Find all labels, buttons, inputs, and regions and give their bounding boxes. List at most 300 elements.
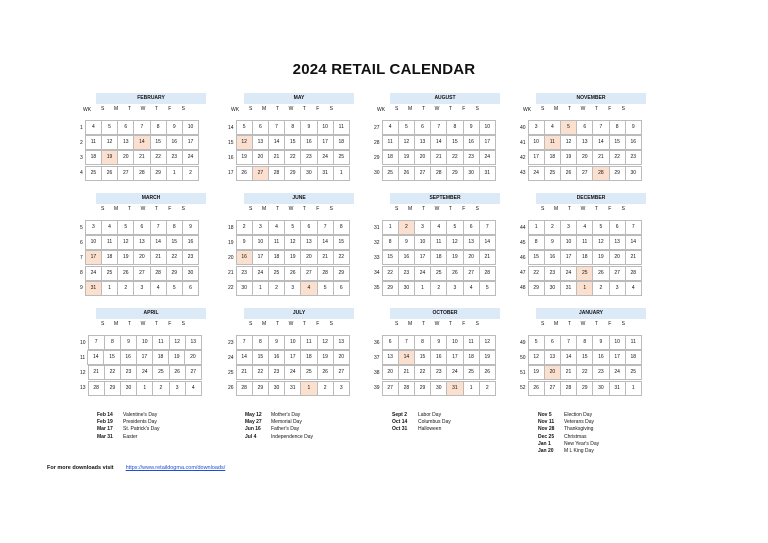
holiday-day-cell: 19 — [102, 150, 118, 165]
weekday-label: S — [621, 206, 625, 212]
holiday-date: Feb 14 — [97, 412, 113, 418]
weekday-label: S — [541, 106, 545, 112]
day-cell: 14 — [626, 235, 642, 250]
day-cell: 16 — [121, 350, 137, 365]
week-number: 27 — [374, 124, 380, 131]
holiday-item — [538, 441, 599, 448]
day-cell: 12 — [318, 335, 334, 350]
day-cell: 19 — [529, 365, 545, 380]
day-cell: 30 — [593, 381, 609, 396]
week-number: 50 — [520, 354, 526, 361]
holiday-day-cell: 12 — [237, 135, 253, 150]
holiday-date: Nov 5 — [538, 412, 552, 418]
day-cell: 3 — [334, 381, 350, 396]
week-row — [80, 365, 197, 380]
day-cell: 4 — [86, 120, 102, 135]
day-cell: 9 — [121, 335, 137, 350]
holiday-item — [97, 426, 160, 433]
day-cell: 29 — [167, 266, 183, 281]
month-header: JULY — [244, 308, 354, 319]
month-august — [374, 93, 491, 181]
weekday-label: S — [249, 106, 253, 112]
week-number: 1 — [80, 124, 83, 131]
day-cell: 24 — [480, 150, 496, 165]
weekday-label: M — [262, 106, 267, 112]
month-january — [520, 308, 637, 396]
holiday-item — [538, 412, 599, 419]
weekday-label: F — [462, 106, 466, 112]
day-cell: 18 — [577, 250, 593, 265]
week-number: 52 — [520, 385, 526, 392]
week-row — [80, 150, 194, 165]
day-cell: 26 — [399, 166, 415, 181]
day-cell: 25 — [86, 166, 102, 181]
day-cell: 8 — [447, 120, 463, 135]
day-cell: 11 — [153, 335, 169, 350]
holiday-item — [392, 426, 451, 433]
weekday-label: T — [302, 321, 306, 327]
day-cell: 5 — [318, 281, 334, 296]
day-cell: 29 — [285, 166, 301, 181]
day-cell: 9 — [301, 120, 317, 135]
holiday-name: Thanksgiving — [564, 426, 594, 433]
day-cell: 30 — [237, 281, 253, 296]
day-cell: 14 — [561, 350, 577, 365]
holiday-date: Mar 31 — [97, 433, 113, 440]
month-december — [520, 193, 637, 296]
day-cell: 5 — [237, 120, 253, 135]
day-cell: 26 — [593, 266, 609, 281]
week-number: 21 — [228, 270, 234, 277]
month-may — [228, 93, 345, 181]
day-cell: 18 — [86, 150, 102, 165]
weekday-header-row — [390, 104, 484, 114]
day-cell: 27 — [134, 266, 150, 281]
day-cell: 15 — [383, 250, 399, 265]
week-row — [520, 350, 637, 365]
day-cell: 19 — [118, 250, 134, 265]
day-cell: 20 — [185, 350, 201, 365]
day-cell: 29 — [105, 381, 121, 396]
day-cell: 15 — [577, 350, 593, 365]
day-cell: 20 — [334, 350, 350, 365]
day-cell: 28 — [134, 166, 150, 181]
day-cell: 12 — [399, 135, 415, 150]
day-cell: 18 — [334, 135, 350, 150]
week-row — [520, 235, 637, 250]
day-cell: 2 — [545, 220, 561, 235]
day-cell: 12 — [285, 235, 301, 250]
week-number: 16 — [228, 154, 234, 161]
weekday-label: S — [395, 106, 399, 112]
holiday-date: Jan 20 — [538, 448, 554, 455]
weekday-label: T — [568, 106, 572, 112]
day-cell: 4 — [186, 381, 202, 396]
weekday-label: S — [101, 106, 105, 112]
footer — [47, 465, 225, 471]
weekday-label: T — [302, 106, 306, 112]
weekday-label: F — [462, 206, 466, 212]
month-header: MARCH — [96, 193, 206, 204]
day-cell: 16 — [399, 250, 415, 265]
day-cell: 6 — [577, 120, 593, 135]
day-cell: 16 — [593, 350, 609, 365]
holiday-date: Oct 31 — [392, 426, 408, 433]
day-cell: 20 — [134, 250, 150, 265]
day-cell: 8 — [253, 335, 269, 350]
week-row — [374, 150, 491, 165]
day-cell: 28 — [561, 381, 577, 396]
day-cell: 11 — [431, 235, 447, 250]
holiday-day-cell: 31 — [447, 381, 463, 396]
week-row — [80, 266, 194, 281]
month-header: JUNE — [244, 193, 354, 204]
weekday-label: M — [554, 321, 559, 327]
holiday-item — [538, 448, 599, 455]
day-cell: 16 — [431, 350, 447, 365]
week-number: 14 — [228, 124, 234, 131]
day-cell: 12 — [480, 335, 496, 350]
week-row — [228, 135, 345, 150]
day-cell: 30 — [121, 381, 137, 396]
day-cell: 4 — [269, 220, 285, 235]
holiday-item — [538, 419, 599, 426]
holiday-date: Feb 19 — [97, 419, 113, 426]
day-cell: 12 — [561, 135, 577, 150]
day-cell: 7 — [431, 120, 447, 135]
holiday-name: Election Day — [564, 412, 593, 418]
day-cell: 3 — [529, 120, 545, 135]
weekday-label: T — [594, 206, 598, 212]
week-row — [374, 220, 489, 235]
week-number: 35 — [374, 285, 380, 292]
holiday-name: Halloween — [418, 426, 442, 433]
day-cell: 6 — [253, 120, 269, 135]
day-cell: 27 — [186, 365, 202, 380]
day-cell: 19 — [561, 150, 577, 165]
weekday-label: F — [608, 206, 612, 212]
day-cell: 27 — [545, 381, 561, 396]
day-cell: 13 — [134, 235, 150, 250]
day-cell: 11 — [269, 235, 285, 250]
day-cell: 4 — [383, 120, 399, 135]
day-cell: 15 — [151, 135, 167, 150]
day-cell: 22 — [383, 266, 399, 281]
week-number: 47 — [520, 270, 526, 277]
day-cell: 22 — [334, 250, 350, 265]
downloads-link[interactable]: https://www.retaildogma.com/downloads/ — [125, 465, 226, 471]
weekday-label: S — [475, 106, 479, 112]
holiday-name: St. Patrick's Day — [123, 426, 160, 433]
weekday-label: F — [462, 321, 466, 327]
week-row — [228, 335, 345, 350]
week-number: 42 — [520, 154, 526, 161]
month-header: NOVEMBER — [536, 93, 646, 104]
day-cell: 7 — [626, 220, 642, 235]
day-cell: 29 — [383, 281, 399, 296]
day-cell: 27 — [334, 365, 350, 380]
holiday-day-cell: 4 — [301, 281, 317, 296]
day-cell: 18 — [102, 250, 118, 265]
day-cell: 23 — [237, 266, 253, 281]
day-cell: 18 — [269, 250, 285, 265]
weekday-label: T — [594, 321, 598, 327]
week-number: 6 — [80, 239, 83, 246]
weekday-label: T — [276, 106, 280, 112]
week-row — [228, 220, 343, 235]
week-number: 23 — [228, 339, 234, 346]
week-number: 46 — [520, 254, 526, 261]
weekday-label: F — [316, 321, 320, 327]
week-number: 48 — [520, 285, 526, 292]
day-cell: 29 — [577, 381, 593, 396]
day-cell: 10 — [529, 135, 545, 150]
weekday-label: M — [262, 206, 267, 212]
day-cell: 21 — [89, 365, 105, 380]
holiday-name: Easter — [123, 433, 138, 440]
day-cell: 24 — [86, 266, 102, 281]
day-cell: 23 — [593, 365, 609, 380]
day-cell: 29 — [447, 166, 463, 181]
day-cell: 27 — [577, 166, 593, 181]
day-cell: 20 — [301, 250, 317, 265]
day-cell: 24 — [253, 266, 269, 281]
day-cell: 30 — [301, 166, 317, 181]
week-row — [374, 235, 491, 250]
day-cell: 17 — [610, 350, 626, 365]
day-cell: 29 — [151, 166, 167, 181]
month-october — [374, 308, 491, 396]
day-cell: 21 — [318, 250, 334, 265]
weekday-label: T — [128, 206, 132, 212]
day-cell: 13 — [577, 135, 593, 150]
day-cell: 4 — [102, 220, 118, 235]
weekday-header-row — [536, 104, 630, 114]
holiday-list — [245, 412, 313, 441]
day-cell: 2 — [593, 281, 609, 296]
holiday-day-cell: 5 — [561, 120, 577, 135]
weekday-label: W — [434, 206, 440, 212]
day-cell: 10 — [318, 120, 334, 135]
day-cell: 17 — [480, 135, 496, 150]
week-row — [374, 266, 491, 281]
day-cell: 9 — [167, 120, 183, 135]
weekday-label: F — [316, 106, 320, 112]
day-cell: 30 — [399, 281, 415, 296]
holiday-date: Mar 17 — [97, 426, 113, 433]
day-cell: 1 — [253, 281, 269, 296]
day-cell: 23 — [626, 150, 642, 165]
holiday-item — [392, 419, 451, 426]
day-cell: 9 — [237, 235, 253, 250]
week-number: 33 — [374, 254, 380, 261]
day-cell: 21 — [561, 365, 577, 380]
week-number: 44 — [520, 224, 526, 231]
week-row — [374, 335, 491, 350]
holiday-item — [245, 419, 313, 426]
day-cell: 10 — [183, 120, 199, 135]
week-number: 30 — [374, 170, 380, 177]
week-row — [520, 250, 637, 265]
day-cell: 27 — [301, 266, 317, 281]
weekday-label: T — [422, 206, 426, 212]
week-row — [374, 135, 491, 150]
day-cell: 6 — [610, 220, 626, 235]
day-cell: 18 — [545, 150, 561, 165]
day-cell: 9 — [269, 335, 285, 350]
month-header: OCTOBER — [390, 308, 500, 319]
weekday-label: T — [154, 206, 158, 212]
week-row — [520, 266, 637, 281]
day-cell: 26 — [318, 365, 334, 380]
day-cell: 14 — [151, 235, 167, 250]
holiday-name: Labor Day — [418, 412, 442, 418]
weekday-label: M — [554, 106, 559, 112]
week-number: 2 — [80, 139, 83, 146]
day-cell: 3 — [610, 281, 626, 296]
day-cell: 16 — [301, 135, 317, 150]
weekday-label: S — [395, 321, 399, 327]
day-cell: 26 — [480, 365, 496, 380]
week-number: 3 — [80, 154, 83, 161]
day-cell: 25 — [464, 365, 480, 380]
day-cell: 2 — [318, 381, 334, 396]
day-cell: 9 — [626, 120, 642, 135]
week-number: 28 — [374, 139, 380, 146]
weekday-label: F — [168, 106, 172, 112]
week-row — [80, 235, 194, 250]
day-cell: 16 — [626, 135, 642, 150]
day-cell: 8 — [415, 335, 431, 350]
holiday-item — [245, 412, 313, 419]
weekday-label: T — [594, 106, 598, 112]
day-cell: 2 — [183, 166, 199, 181]
weekday-label: M — [114, 206, 119, 212]
day-cell: 20 — [610, 250, 626, 265]
day-cell: 28 — [151, 266, 167, 281]
day-cell: 22 — [447, 150, 463, 165]
month-header: JANUARY — [536, 308, 646, 319]
weekday-label: W — [580, 206, 586, 212]
weekday-label: T — [448, 321, 452, 327]
day-cell: 15 — [415, 350, 431, 365]
holiday-name: M L King Day — [564, 448, 594, 455]
day-cell: 5 — [102, 120, 118, 135]
day-cell: 5 — [480, 281, 496, 296]
week-column-label: WK — [82, 107, 92, 113]
week-column-label: WK — [376, 107, 386, 113]
day-cell: 24 — [610, 365, 626, 380]
day-cell: 26 — [237, 166, 253, 181]
day-cell: 21 — [431, 150, 447, 165]
day-cell: 28 — [480, 266, 496, 281]
holiday-day-cell: 1 — [577, 281, 593, 296]
day-cell: 1 — [334, 166, 350, 181]
week-number: 26 — [228, 385, 234, 392]
month-header: APRIL — [96, 308, 206, 319]
weekday-label: F — [608, 106, 612, 112]
day-cell: 10 — [285, 335, 301, 350]
day-cell: 12 — [170, 335, 186, 350]
day-cell: 17 — [415, 250, 431, 265]
day-cell: 29 — [253, 381, 269, 396]
week-row — [374, 250, 491, 265]
week-row — [80, 350, 196, 365]
weekday-label: M — [262, 321, 267, 327]
day-cell: 23 — [269, 365, 285, 380]
day-cell: 11 — [301, 335, 317, 350]
day-cell: 17 — [183, 135, 199, 150]
week-row — [80, 166, 190, 181]
holiday-day-cell: 28 — [593, 166, 609, 181]
week-number: 11 — [80, 354, 86, 361]
week-number: 43 — [520, 170, 526, 177]
day-cell: 6 — [301, 220, 317, 235]
day-cell: 7 — [561, 335, 577, 350]
week-number: 45 — [520, 239, 526, 246]
day-cell: 23 — [183, 250, 199, 265]
day-cell: 17 — [529, 150, 545, 165]
day-cell: 6 — [415, 120, 431, 135]
day-cell: 24 — [183, 150, 199, 165]
day-cell: 30 — [464, 166, 480, 181]
day-cell: 21 — [399, 365, 415, 380]
week-row — [520, 220, 635, 235]
day-cell: 10 — [561, 235, 577, 250]
day-cell: 13 — [118, 135, 134, 150]
day-cell: 16 — [167, 135, 183, 150]
weekday-label: S — [181, 206, 185, 212]
day-cell: 28 — [318, 266, 334, 281]
day-cell: 1 — [102, 281, 118, 296]
day-cell: 29 — [415, 381, 431, 396]
weekday-label: S — [329, 321, 333, 327]
day-cell: 23 — [301, 150, 317, 165]
week-row — [80, 250, 194, 265]
day-cell: 11 — [86, 135, 102, 150]
day-cell: 25 — [545, 166, 561, 181]
day-cell: 8 — [167, 220, 183, 235]
weekday-label: M — [408, 321, 413, 327]
holiday-name: New Year's Day — [564, 440, 600, 447]
day-cell: 21 — [480, 250, 496, 265]
day-cell: 6 — [334, 281, 350, 296]
day-cell: 10 — [137, 335, 153, 350]
day-cell: 21 — [151, 250, 167, 265]
day-cell: 24 — [137, 365, 153, 380]
week-row — [228, 235, 345, 250]
day-cell: 7 — [480, 220, 496, 235]
holiday-list — [392, 412, 451, 434]
holiday-list — [97, 412, 160, 441]
day-cell: 13 — [464, 235, 480, 250]
week-number: 51 — [520, 369, 526, 376]
month-march — [80, 193, 194, 296]
day-cell: 15 — [253, 350, 269, 365]
weekday-label: S — [395, 206, 399, 212]
day-cell: 25 — [153, 365, 169, 380]
day-cell: 13 — [253, 135, 269, 150]
day-cell: 11 — [626, 335, 642, 350]
weekday-label: S — [475, 206, 479, 212]
day-cell: 18 — [383, 150, 399, 165]
day-cell: 8 — [285, 120, 301, 135]
day-cell: 26 — [529, 381, 545, 396]
holiday-day-cell: 2 — [399, 220, 415, 235]
day-cell: 22 — [577, 365, 593, 380]
day-cell: 30 — [545, 281, 561, 296]
day-cell: 13 — [186, 335, 202, 350]
